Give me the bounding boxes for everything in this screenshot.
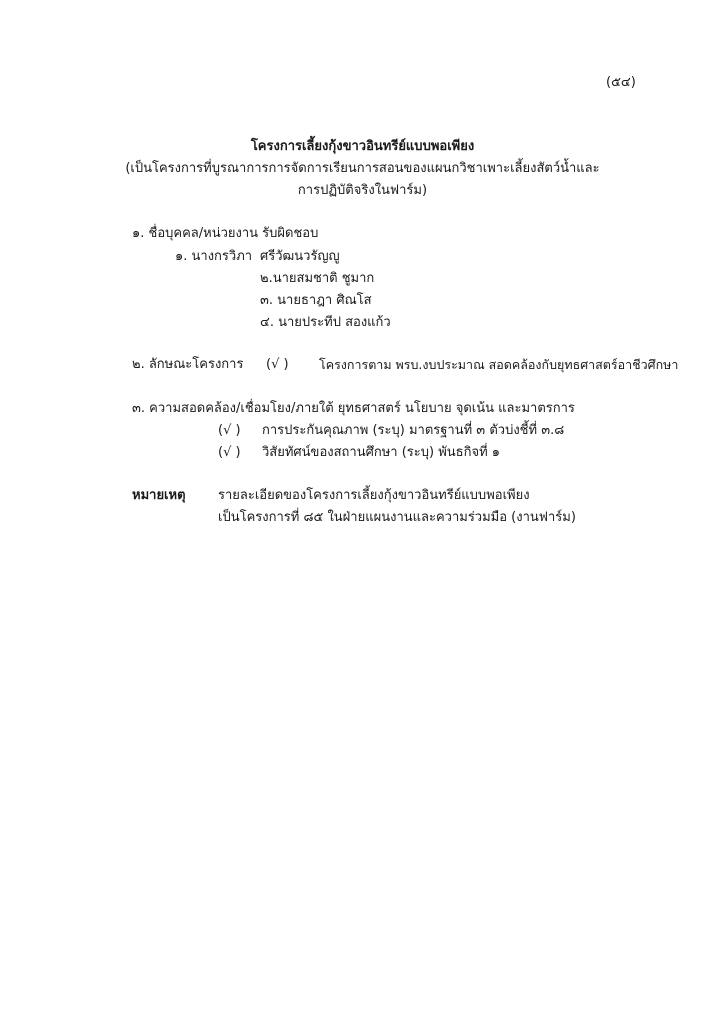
section1-heading: ๑. ชื่อบุคคล/หน่วยงาน รับผิดชอบ bbox=[132, 226, 319, 241]
page-number: (๕๔) bbox=[606, 75, 636, 90]
section3-item2-check: (√ ) bbox=[218, 445, 241, 460]
remark-label: หมายเหตุ bbox=[132, 488, 186, 503]
section3-heading: ๓. ความสอดคล้อง/เชื่อมโยง/ภายใต้ ยุทธศาสตร์ นโยบาย จุดเน้น และมาตรการ bbox=[132, 401, 575, 416]
section2-text: โครงการตาม พรบ.งบประมาณ สอดคล้องกับยุทธศาสตร์อาชีวศึกษา bbox=[319, 357, 679, 372]
document-subtitle-line2: การปฏิบัติจริงในฟาร์ม) bbox=[297, 183, 428, 198]
person1-name: ศรีวัฒนวรัญญู bbox=[260, 249, 340, 264]
person4: ๔. นายประทีป สองแก้ว bbox=[260, 315, 391, 330]
person1-prefix: ๑. นางกรวิภา bbox=[175, 249, 253, 264]
person3: ๓. นายธาฎา ศิณโส bbox=[260, 293, 372, 308]
person2: ๒.นายสมชาติ ชูมาก bbox=[260, 271, 375, 286]
document-subtitle-line1: (เป็นโครงการที่บูรณาการการจัดการเรียนการสอนของแผนกวิชาเพาะเลี้ยงสัตว์น้ำและ bbox=[125, 161, 600, 176]
remark-line2: เป็นโครงการที่ ๘๕ ในฝ่ายแผนงานและความร่วมมือ (งานฟาร์ม) bbox=[218, 510, 576, 525]
section2-check: (√ ) bbox=[266, 357, 289, 372]
section3-item2-text: วิสัยทัศน์ของสถานศึกษา (ระบุ) พันธกิจที่ ๑ bbox=[262, 445, 501, 460]
document-title: โครงการเลี้ยงกุ้งขาวอินทรีย์แบบพอเพียง bbox=[250, 139, 475, 154]
remark-line1: รายละเอียดของโครงการเลี้ยงกุ้งขาวอินทรีย์แบบพอเพียง bbox=[218, 488, 530, 503]
section3-item1-check: (√ ) bbox=[218, 423, 241, 438]
section3-item1-text: การประกันคุณภาพ (ระบุ) มาตรฐานที่ ๓ ตัวบ่งชี้ที่ ๓.๘ bbox=[262, 423, 565, 438]
section2-label: ๒. ลักษณะโครงการ bbox=[132, 357, 244, 372]
